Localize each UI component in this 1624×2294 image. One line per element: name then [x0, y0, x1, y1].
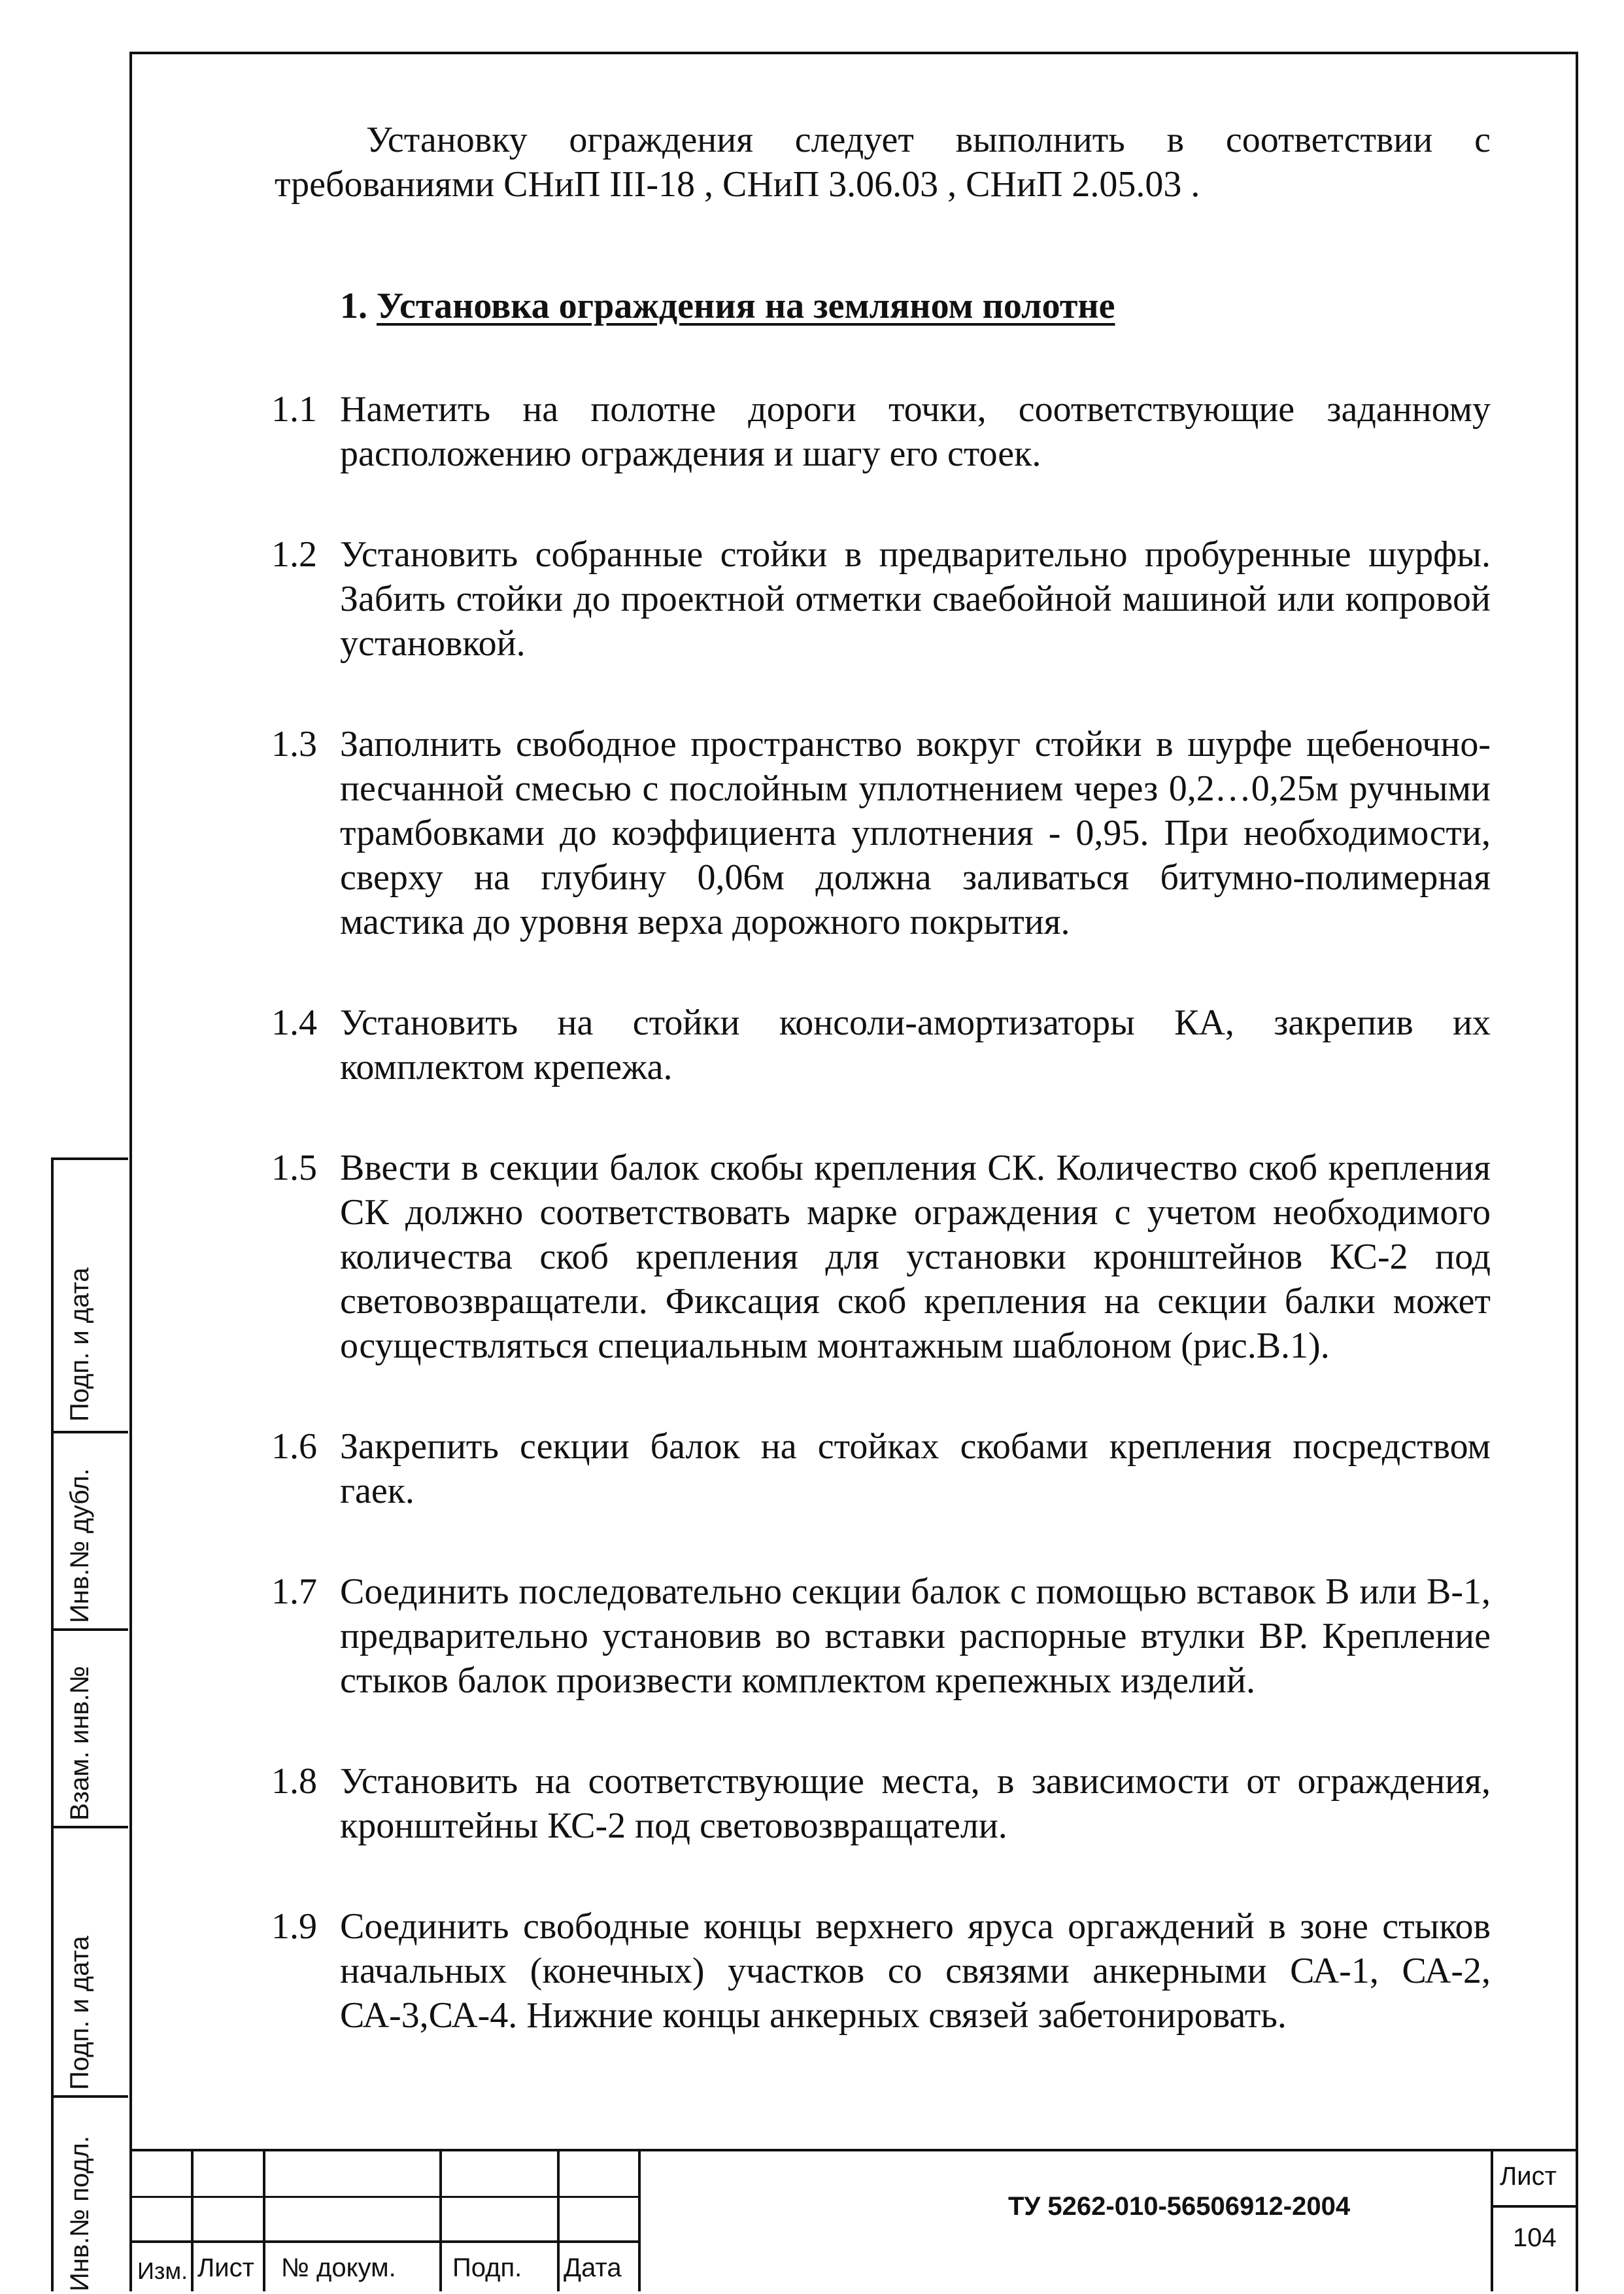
stamp-cell	[54, 2098, 128, 2294]
stamp-label-inv-podl: Инв.№ подл.	[65, 2135, 94, 2291]
list-item	[271, 722, 1491, 944]
stamp-cell	[54, 1433, 128, 1631]
item-text: Наметить на полотне дороги точки, соответствующие заданному расположению ограждения и шагу его стоек.	[340, 389, 1491, 474]
item-text: Установить на стойки консоли-амортизаторы КА, закрепив их комплектом крепежа.	[340, 1002, 1491, 1087]
list-item	[271, 1424, 1491, 1513]
side-stamp	[51, 1157, 128, 2291]
col-izm-label: Изм.	[137, 2257, 188, 2284]
item-text: Установить на соответствующие места, в зависимости от ограждения, кронштейны КС-2 под световозвращатели.	[340, 1761, 1491, 1846]
item-text: Соединить свободные концы верхнего яруса оргаждений в зоне стыков начальных (конечных) участков со связями анкерными СА-1, СА-2, СА-3,СА-4. Нижние концы анкерных связей забетонировать.	[340, 1906, 1491, 2036]
document-code: ТУ 5262-010-56506912-2004	[1008, 2192, 1351, 2221]
item-number: 1.9	[271, 1906, 317, 1947]
list-item	[271, 532, 1491, 666]
section-title: Установка ограждения на земляном полотне	[377, 286, 1115, 326]
col-list-label: Лист	[197, 2253, 254, 2282]
col-doc-label: № докум.	[281, 2253, 396, 2282]
col-podp-label: Подп.	[452, 2253, 522, 2282]
col-data-label: Дата	[564, 2253, 622, 2282]
stamp-cell	[54, 1631, 128, 1828]
list-item	[271, 1569, 1491, 1703]
item-number: 1.5	[271, 1148, 317, 1188]
intro-paragraph: Установку ограждения следует выполнить в соответствии с требованиями СНиП III-18 , СНиП 3.06.03 , СНиП 2.05.03 .	[275, 120, 1491, 205]
stamp-cell	[54, 1160, 128, 1433]
item-text: Соединить последовательно секции балок с помощью вставок В или В-1, предварительно установив во вставки распорные втулки ВР. Крепление стыков балок произвести комплектом крепежных изделий.	[340, 1571, 1491, 1701]
document-body	[271, 118, 1491, 2038]
stamp-label-vzam-inv: Взам. инв.№	[65, 1666, 94, 1821]
list-item	[271, 1904, 1491, 2038]
section-number: 1.	[340, 286, 367, 326]
item-number: 1.4	[271, 1002, 317, 1043]
sheet-number: 104	[1513, 2223, 1557, 2252]
section-heading	[340, 284, 1491, 328]
item-number: 1.8	[271, 1761, 317, 1802]
list-item	[271, 1759, 1491, 1848]
stamp-label-inv-dubl: Инв.№ дубл.	[65, 1468, 94, 1623]
stamp-cell	[54, 1828, 128, 2098]
item-text: Закрепить секции балок на стойках скобами крепления посредством гаек.	[340, 1426, 1491, 1511]
list-item	[271, 1146, 1491, 1368]
list-item	[271, 1001, 1491, 1089]
sheet-label: Лист	[1500, 2162, 1557, 2191]
item-text: Ввести в секции балок скобы крепления СК. Количество скоб крепления СК должно соответствовать марке ограждения с учетом необходимого количества скоб крепления для установки кронштейнов КС-2 под световозвращатели. Фиксация скоб крепления на секции балки может осуществляться специальным монтажным шаблоном (рис.В.1).	[340, 1148, 1491, 1366]
item-number: 1.6	[271, 1426, 317, 1467]
list-item	[271, 387, 1491, 476]
stamp-label-podp-data: Подп. и дата	[65, 1267, 94, 1422]
item-number: 1.1	[271, 389, 317, 430]
item-number: 1.2	[271, 534, 317, 575]
item-number: 1.7	[271, 1571, 317, 1612]
item-text: Заполнить свободное пространство вокруг стойки в шурфе щебеночно-песчанной смесью с послойным уплотнением через 0,2…0,25м ручными трамбовками до коэффициента уплотнения - 0,95. При необходимости, сверху на глубину 0,06м должна заливаться битумно-полимерная мастика до уровня верха дорожного покрытия.	[340, 724, 1491, 942]
item-text: Установить собранные стойки в предварительно пробуренные шурфы. Забить стойки до проектной отметки сваебойной машиной или копровой установкой.	[340, 534, 1491, 664]
stamp-label-podp-data: Подп. и дата	[65, 1936, 94, 2090]
item-number: 1.3	[271, 724, 317, 764]
